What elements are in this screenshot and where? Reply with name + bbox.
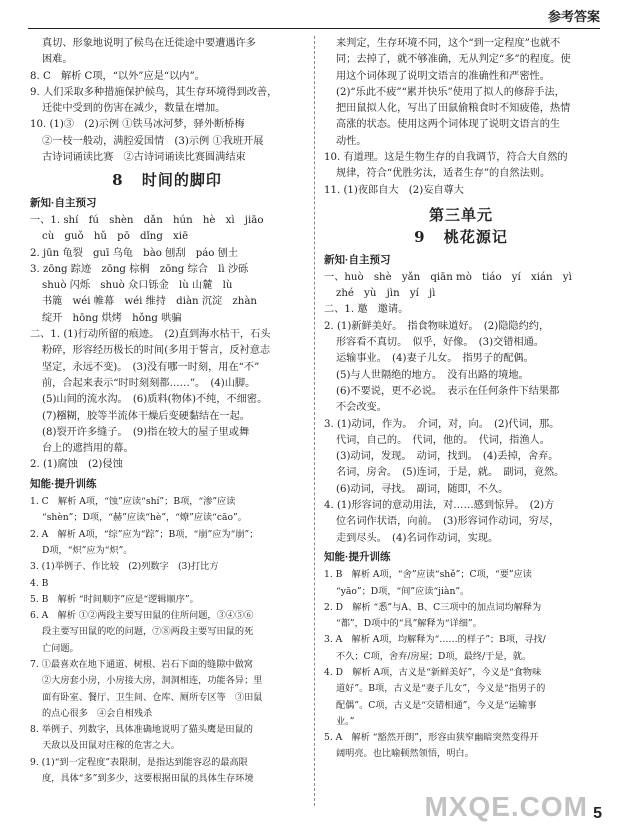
text-line: 9. 人们采取多种措施保护候鸟，其生存环境得到改善， xyxy=(30,86,278,98)
text-line: 二、1. 邀 邀请。 xyxy=(324,304,409,316)
text-line: 二、1. (1)行动所留的痕迹。 (2)直到海水枯干，石头 xyxy=(30,329,271,341)
section-heading-training: 知能·提升训练 xyxy=(324,550,391,563)
section-heading-preview: 新知·自主预习 xyxy=(30,196,97,209)
chapter-9-title xyxy=(324,229,598,245)
text-line: 3. A 解析 A项，均解释为“……的样子”；B项，寻找/ xyxy=(324,634,546,646)
text-line: 真切、形象地说明了候鸟在迁徙途中要遭遇许多 xyxy=(42,38,256,49)
text-line: 2. D 解析 “悉”与A、B、C三项中的加点词均解释为 xyxy=(324,601,542,613)
text-line: 走到尽头。 (4)名词作动词，实现。 xyxy=(336,532,499,544)
text-line: 度，具体“多”到多少，这要根据田鼠的具体生存环境 xyxy=(42,773,254,785)
text-line: 动性。 xyxy=(336,135,367,147)
text-line: 不久；C项，舍弃/房屋；D项，最终/于是，就。 xyxy=(336,650,532,662)
text-line: 配偶”。C项，古义是“交错相通”，今义是“运输事 xyxy=(336,699,537,711)
text-line: 2. (1)新鲜美好。 指食物味道好。 (2)隐隐约约， xyxy=(324,320,550,332)
text-line: 8. 举例子、列数字，具体准确地说明了猫头鹰是田鼠的 xyxy=(30,724,253,736)
right-bottom-block xyxy=(324,567,598,763)
left-top-block xyxy=(30,36,304,166)
text-line: 坚定，永远不变)。 (3)没有哪一时刻，用在“不” xyxy=(42,361,260,373)
watermark: MXQE.COM xyxy=(424,791,588,822)
text-line: shuò 闪烁 shuò 众口铄金 lù 山麓 lù xyxy=(42,280,233,292)
text-line: 4. B xyxy=(30,577,49,589)
text-line: (8)裂开许多缝子。 (9)指在较大的屋子里或舞 xyxy=(42,426,250,438)
text-line: 10. 有道理。这是生物生存的自我调节，符合大自然的 xyxy=(324,152,568,164)
text-line: 规律，符合“优胜劣汰，适者生存”的自然法则。 xyxy=(336,168,551,180)
text-line: 亡问题。 xyxy=(42,642,79,654)
text-line: 段主要写田鼠的吃的问题，⑦⑧两段主要写田鼠的死 xyxy=(42,626,254,638)
text-line: (5)与人世隔绝的地方。 没有出路的境地。 xyxy=(336,369,529,381)
text-line: 10. (1)③ (2)示例 ①铁马冰河梦，驿外断桥梅 xyxy=(30,119,245,131)
text-line: 代词，自己的。 代词，他的。 代词，指渔人。 xyxy=(336,434,550,446)
text-line: 来判定，生存环境不同，这个“到一定程度”也就不 xyxy=(336,38,561,49)
left-mid-block xyxy=(30,213,304,474)
column-divider xyxy=(314,36,315,806)
text-line: (7)糨糊，胶等半流体干燥后变硬黏结在一起。 xyxy=(42,410,250,422)
text-line: 5. A 解析 “豁然开朗”，形容由狭窄幽暗突然变得开 xyxy=(324,732,539,744)
text-line: 2. (1)腐蚀 (2)侵蚀 xyxy=(30,459,123,471)
text-line: 困难。 xyxy=(42,54,73,66)
unit-title: 第三单元 xyxy=(428,205,493,224)
text-line: 粉碎，形容经历极长的时间(多用于誓言，反衬意志 xyxy=(42,345,271,357)
text-line: 高涨的状态。使用这两个词体现了说明文语言的生 xyxy=(336,119,561,131)
text-line: 4. D 解析 A项，古义是“新鲜美好”，今义是“食物味 xyxy=(324,666,542,678)
text-line: ②大房套小房，小房接大房，洞洞相连，功能各异；里 xyxy=(42,675,263,687)
text-line: 阔明亮。也比喻顿然领悟，明白。 xyxy=(336,748,474,760)
text-line: 天敌以及田鼠对庄稼的危害之大。 xyxy=(42,740,180,752)
right-column xyxy=(324,36,598,763)
text-line: 道好”。B项，古义是“妻子儿女”，今义是“指男子的 xyxy=(336,683,546,695)
text-line: “都”，D项中的“具”解释为“详细”。 xyxy=(336,618,482,630)
left-bottom-block xyxy=(30,494,304,787)
text-line: 11. (1)夜郎自大 (2)妄自尊大 xyxy=(324,184,464,196)
text-line: 一、1. shí fú shèn dǎn hún hè xì jiāo xyxy=(30,214,264,226)
right-top-block xyxy=(324,36,598,199)
text-line: 3. zōng 踪迹 zōng 棕榈 zōng 综合 lì 沙砾 xyxy=(30,263,249,275)
text-line: 2. jūn 龟裂 guī 乌龟 bào 刨刮 páo 刨土 xyxy=(30,247,239,259)
text-line: 3. (1)举例子、作比较 (2)列数字 (3)打比方 xyxy=(30,561,219,573)
text-line: ②一枝一般动，满腔爱国情 (3)示例 ①我班开展 xyxy=(42,135,264,147)
text-line: 一、huò shè yǎn qiān mò tiáo yí xián yì xyxy=(324,271,572,283)
text-line: 1. B 解析 A项，“舍”应读“shě”；C项，“要”应读 xyxy=(324,569,532,581)
page-header xyxy=(0,0,628,30)
text-line: D项，“炽”应为“炽”。 xyxy=(42,544,133,556)
text-line: zhé yù jìn yí jì xyxy=(336,288,436,300)
right-mid-block xyxy=(324,270,598,547)
chapter-number: 9 xyxy=(414,228,426,247)
text-line: 前，合起来表示“时时刻刻都……”。 (4)山脚。 xyxy=(42,377,256,389)
text-line: 的点心很多 ④会自相残杀 xyxy=(42,707,153,719)
header-title: 参考答案 xyxy=(547,9,600,24)
text-line: 迁徙中受到的伤害在减少，数量在增加。 xyxy=(42,103,226,115)
chapter-name: 时间的脚印 xyxy=(141,171,222,190)
chapter-8-title xyxy=(30,172,304,188)
page-number: 5 xyxy=(593,805,602,822)
chapter-name: 桃花源记 xyxy=(443,228,508,247)
text-line: 形容看不真切。 似乎，好像。 (3)交错相通。 xyxy=(336,337,544,349)
header-rule xyxy=(28,28,600,29)
text-line: (3)动词，发现。 动词，找到。 (4)丢掉，舍弃。 xyxy=(336,451,559,463)
text-line: (5)山间的流水沟。 (6)质料(物体)不纯，不细密。 xyxy=(42,394,268,406)
text-line: 5. B 解析 “时间顺序”应是“逻辑顺序”。 xyxy=(30,593,199,605)
text-line: 4. (1)形容词的意动用法，对……感到惊异。 (2)方 xyxy=(324,500,555,512)
text-line: 9. (1)“到一定程度”表限制，是指达到能容忍的最高限 xyxy=(30,756,248,768)
text-line: 8. C 解析 C项，“以外”应是“以内”。 xyxy=(30,70,205,82)
chapter-number: 8 xyxy=(112,171,124,190)
left-column xyxy=(30,36,304,787)
text-line: “yāo”；D项，“间”应读“jiàn”。 xyxy=(336,585,470,597)
text-line: 2. A 解析 A项，“综”应为“踪”；B项，“崩”应为“崩”； xyxy=(30,528,259,540)
text-line: 3. (1)动词，作为。 介词，对，向。 (2)代词，那。 xyxy=(324,418,560,430)
text-line: 把田鼠拟人化，写出了田鼠偷粮食时不知疲倦，热情 xyxy=(336,103,571,115)
text-line: 运输事业。 (4)妻子儿女。 指男子的配偶。 xyxy=(336,353,534,365)
text-line: 同；去掉了，就不够准确，无从判定“多”的程度。使 xyxy=(336,54,571,66)
text-line: (2)“乐此不疲”“累并快乐”使用了拟人的修辞手法， xyxy=(336,86,565,98)
text-line: (6)不要说，更不必说。 表示在任何条件下结果都 xyxy=(336,385,560,397)
text-line: (6)动词，寻找。 副词，随即，不久。 xyxy=(336,483,509,495)
text-line: cù guǒ hǔ pō dǐng xiē xyxy=(42,231,189,243)
text-line: 绽开 hōng 烘烤 hǒng 哄骗 xyxy=(42,312,182,324)
text-line: 7. ①最喜欢在地下通道、树根、岩石下面的缝隙中做窝 xyxy=(30,658,253,670)
text-line: 位名词作状语，向前。 (3)形容词作动词，穷尽， xyxy=(336,516,560,528)
text-line: 不会改变。 xyxy=(336,402,387,414)
section-heading-preview: 新知·自主预习 xyxy=(324,253,391,266)
text-line: 面有卧室、餐厅、卫生间、仓库、厕所专区等 ③田鼠 xyxy=(42,691,263,703)
text-line: 用这个词体现了说明文语言的准确性和严密性。 xyxy=(336,70,550,82)
text-line: 古诗词诵读比赛 ②古诗词诵读比赛圆满结束 xyxy=(42,152,246,164)
text-line: 业。” xyxy=(336,715,355,727)
text-line: 台上的遮挡用的幕。 xyxy=(42,443,134,455)
text-line: 书簏 wéi 帷幕 wéi 维持 diàn 沉淀 zhàn xyxy=(42,296,257,308)
text-line: “shèn”；D项，“赫”应读“hè”，“燎”应读“cāo”。 xyxy=(42,512,247,524)
text-line: 1. C 解析 A项，“蚀”应读“shí”；B项，“渗”应读 xyxy=(30,496,236,508)
text-line: 名词，房舍。 (5)连词，于是，就。 副词，竟然。 xyxy=(336,467,565,479)
text-line: 6. A 解析 ①②两段主要写田鼠的住所问题，③④⑤⑥ xyxy=(30,610,254,622)
section-heading-training: 知能·提升训练 xyxy=(30,477,97,490)
